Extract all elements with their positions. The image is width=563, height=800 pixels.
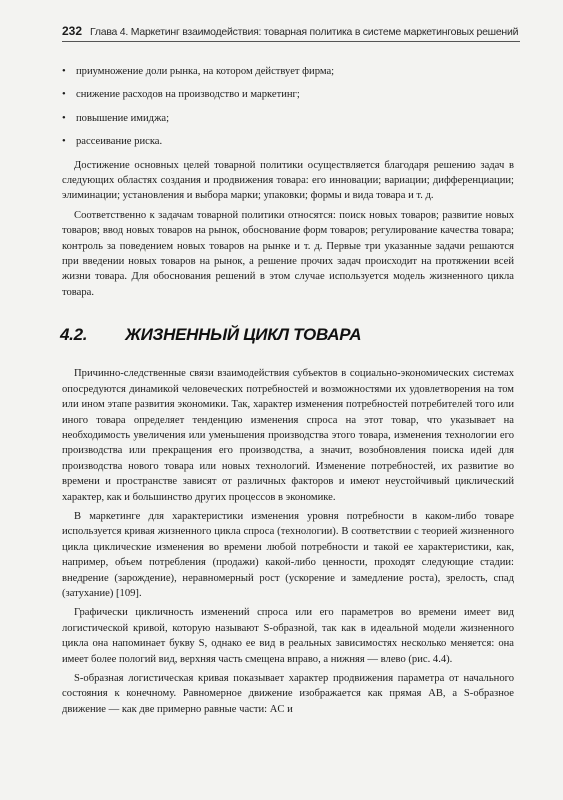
list-item [62, 134, 514, 149]
paragraph: Достижение основных целей товарной политики осуществляется благодаря решению задач в следующих областях создания и продвижения товара: его инновации; вариации; дифференциации; элиминации; установления и выбора марки; упаковки; формы и вида товара и т. д. [62, 159, 514, 202]
running-header [62, 20, 520, 38]
list-item-text: приумножение доли рынка, на котором действует фирма; [76, 66, 335, 77]
bullet-icon: • [62, 112, 66, 124]
section-title: ЖИЗНЕННЫЙ ЦИКЛ ТОВАРА [125, 325, 362, 345]
bullet-icon: • [62, 89, 66, 101]
page-number: 232 [62, 24, 83, 38]
paragraph: S-образная логистическая кривая показывает характер продвижения параметра от начального состояния к конечному. Равномерное движение изображается как прямая AB, а S-образное движение — как две примерно равные части: AC и [62, 673, 514, 715]
section-heading [60, 324, 514, 346]
paragraph: Графически цикличность изменений спроса или его параметров во времени имеет вид логистической кривой, которую называют S-образной, так как в идеальной модели жизненного цикла она напоминает букву S, однако ее вид в реальных зависимостях несколько меняется: она имеет более пологий вид, верхняя часть смещена вправо, а нижняя — влево (рис. 4.4). [62, 607, 514, 665]
list-item-text: рассеивание риска. [76, 136, 163, 148]
paragraph: Причинно-следственные связи взаимодействия субъектов в социально-экономических системах опосредуются динамикой человеческих потребностей и возможностями их удовлетворения на том или ином этапе развития экономики. Так, характер изменения потребностей потребителей того или иного товара определяет тенденцию изменения спроса на этот товар, что указывает на необходимость увеличения или уменьшения производства этого товара, изменения технологии его производства или прекращения его производства, а значит, возобновления поиска идей для производства нового товара или новых технологий. Изменение потребностей, их развитие во времени и пространстве зависят от различных факторов и имеют неустойчивый циклический характер, как и большинство других процессов в экономике. [62, 368, 514, 503]
list-item-text: повышение имиджа; [76, 112, 170, 124]
header-rule [62, 41, 520, 42]
running-title: Глава 4. Маркетинг взаимодействия: товарная политика в системе маркетинговых решений [90, 26, 519, 38]
paragraph: Соответственно к задачам товарной политики относятся: поиск новых товаров; развитие новых товаров; ввод новых товаров на рынок, обоснование форм товаров; регулирование качества товара; контроль за поведением новых товаров на рынке и т. д. Первые три указанные задачи решаются при введении новых товаров на рынок, а решение прочих задач происходит на протяжении всей жизни товара. Для обоснования решений в этом случае используется модель жизненного цикла товара. [62, 209, 514, 298]
list-item-text: снижение расходов на производство и маркетинг; [76, 89, 300, 101]
list-item [62, 87, 514, 102]
list-item [62, 64, 514, 79]
bullet-icon: • [62, 66, 66, 77]
goals-list [62, 64, 514, 150]
paragraph: В маркетинге для характеристики изменения уровня потребности в каком-либо товаре используется кривая жизненного цикла спроса (технологии). В соответствии с теорией жизненного цикла циклические изменения во времени любой потребности и такой ее характеристики, как, например, объем потребления (продажи) какой-либо ценности, проходят следующие стадии: внедрение (зарождение), неравномерный рост (ускорение и замедление роста), зрелость, спад (затухание) [109]. [62, 510, 514, 599]
list-item [62, 111, 514, 126]
bullet-icon: • [62, 136, 66, 148]
page-body [62, 64, 514, 721]
section-number: 4.2. [60, 325, 88, 345]
